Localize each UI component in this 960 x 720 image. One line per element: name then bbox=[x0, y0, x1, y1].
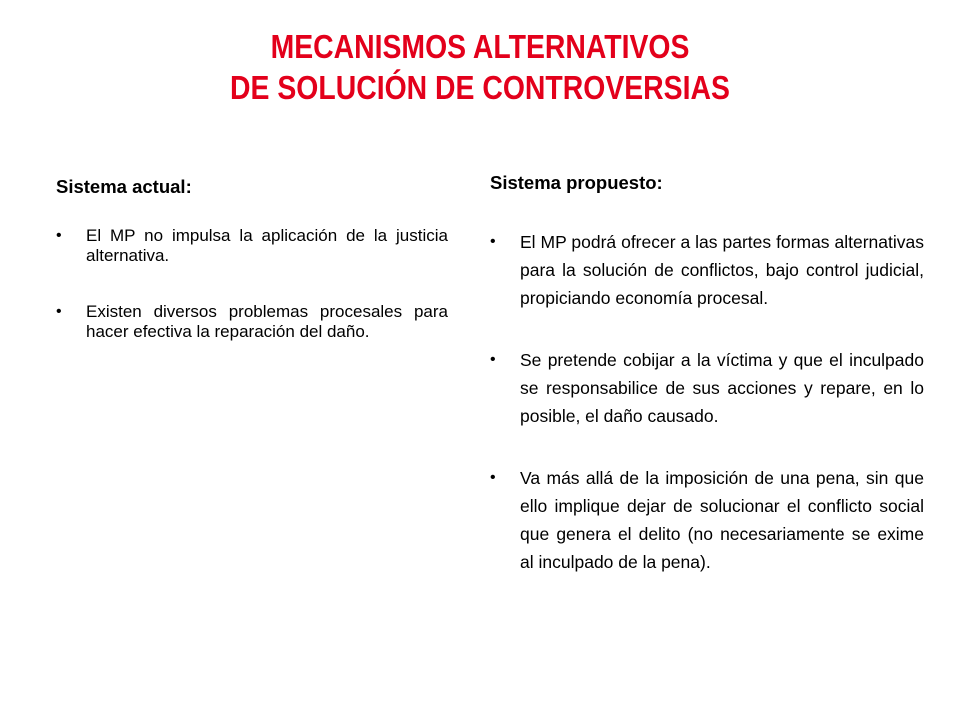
current-system-list bbox=[56, 226, 448, 342]
list-item-text: Se pretende cobijar a la víctima y que el inculpado se responsabilice de sus acciones y repare, en lo posible, el daño causado. bbox=[520, 350, 924, 426]
bullet-icon: • bbox=[56, 227, 62, 244]
bullet-icon: • bbox=[490, 351, 496, 368]
list-item-text: Va más allá de la imposición de una pena, sin que ello implique dejar de solucionar el conflicto social que genera el delito (no necesariamente se exime al inculpado de la pena). bbox=[520, 468, 924, 572]
slide-title-line-1: MECANISMOS ALTERNATIVOS bbox=[270, 28, 690, 65]
list-item bbox=[490, 346, 924, 430]
list-item bbox=[56, 302, 448, 342]
list-item-text: El MP no impulsa la aplicación de la justicia alternativa. bbox=[86, 226, 448, 265]
slide-title bbox=[67, 26, 893, 108]
slide-title-line-2: DE SOLUCIÓN DE CONTROVERSIAS bbox=[230, 69, 730, 106]
proposed-system-list bbox=[490, 228, 924, 576]
bullet-icon: • bbox=[490, 469, 496, 486]
current-system-heading: Sistema actual: bbox=[56, 176, 192, 197]
proposed-system-heading: Sistema propuesto: bbox=[490, 172, 663, 193]
proposed-system-column bbox=[490, 168, 924, 610]
list-item-text: El MP podrá ofrecer a las partes formas alternativas para la solución de conflictos, bajo control judicial, propiciando economía procesal. bbox=[520, 232, 924, 308]
list-item-text: Existen diversos problemas procesales para hacer efectiva la reparación del daño. bbox=[86, 302, 448, 341]
bullet-icon: • bbox=[56, 303, 62, 320]
list-item bbox=[490, 464, 924, 576]
current-system-column bbox=[56, 172, 448, 378]
bullet-icon: • bbox=[490, 233, 496, 250]
list-item bbox=[490, 228, 924, 312]
list-item bbox=[56, 226, 448, 266]
